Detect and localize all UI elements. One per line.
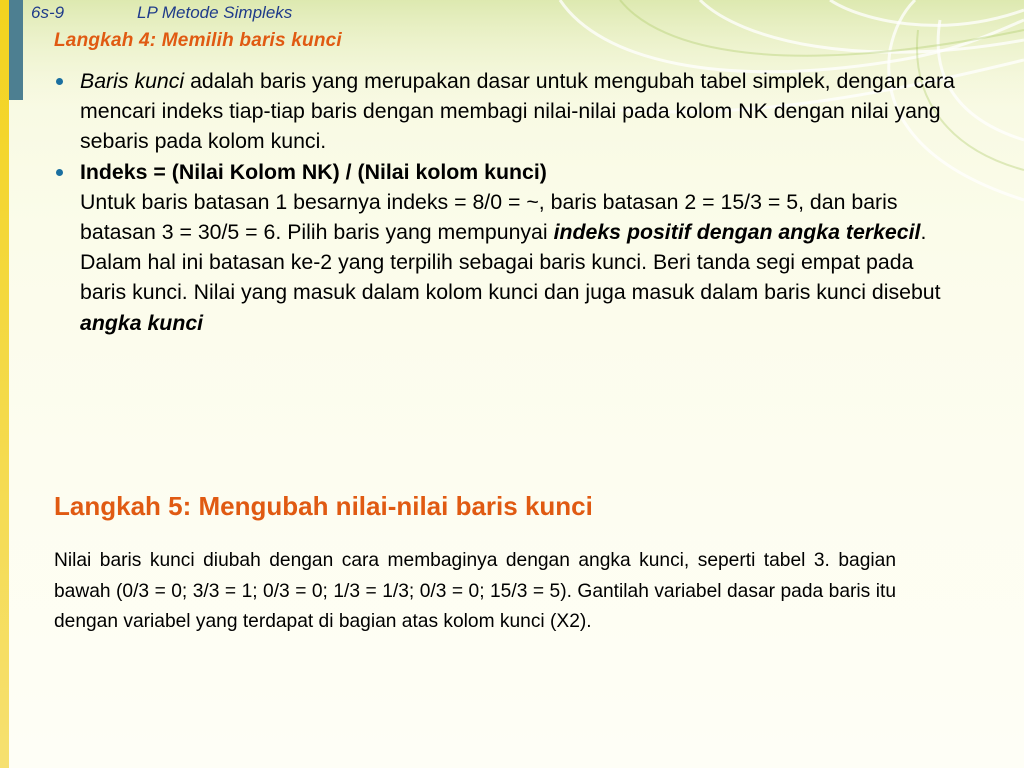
indeks-formula: Indeks = (Nilai Kolom NK) / (Nilai kolom kunci)	[80, 159, 547, 184]
bullet-baris-kunci	[56, 66, 956, 157]
step5-paragraph: Nilai baris kunci diubah dengan cara membaginya dengan angka kunci, seperti tabel 3. bagian bawah (0/3 = 0; 3/3 = 1; 0/3 = 0; 1/3 = 1/3; 0/3 = 0; 15/3 = 5). Gantilah variabel dasar pada baris itu dengan variabel yang terdapat di bagian atas kolom kunci (X2).	[54, 550, 896, 633]
bullet-dot	[56, 78, 63, 85]
step5-heading: Langkah 5: Mengubah nilai-nilai baris kunci	[54, 491, 593, 521]
bullet-dot	[56, 169, 63, 176]
term-angka-kunci: angka kunci	[80, 310, 204, 335]
step4-bullet-list	[56, 66, 956, 338]
step4-heading: Langkah 4: Memilih baris kunci	[54, 30, 342, 51]
slide-header-title: LP Metode Simpleks	[137, 3, 293, 22]
term-baris-kunci: Baris kunci	[80, 69, 185, 93]
left-accent-bar	[0, 0, 9, 768]
bullet1-text: adalah baris yang merupakan dasar untuk mengubah tabel simplek, dengan cara mencari indeks tiap-tiap baris dengan membagi nilai-nilai pada kolom NK dengan nilai yang sebaris pada kolom kunci.	[80, 69, 955, 154]
bullet2-text-a: Untuk baris batasan 1 besarnya indeks = 8/0 = ~, baris batasan 2 = 15/3 = 5, dan baris batasan 3 = 30/5 = 6. Pilih baris yang mempunyai	[80, 189, 898, 245]
emphasis-indeks-positif: indeks positif dengan angka terkecil	[553, 220, 921, 245]
slide-number: 6s-9	[31, 3, 65, 22]
bullet-indeks	[56, 157, 956, 338]
bullet2-text-b: . Dalam hal ini batasan ke-2 yang terpilih sebagai baris kunci. Beri tanda segi empat pada baris kunci. Nilai yang masuk dalam kolom kunci dan juga masuk dalam baris kunci disebut	[80, 220, 941, 305]
